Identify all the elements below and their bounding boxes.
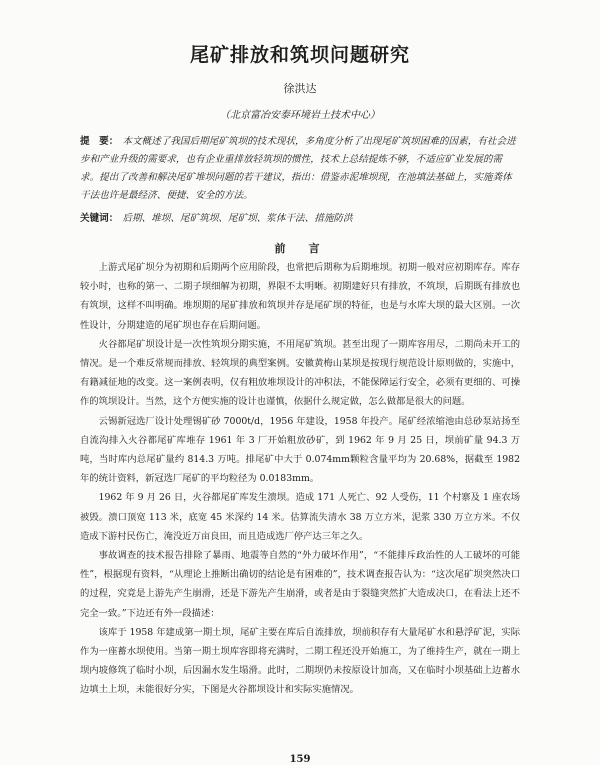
paragraph: 该库于 1958 年建成第一期土坝，尾矿主要在库后自流排放，坝前积存有大量尾矿水和悬浮矿泥，实际作为一座蓄水坝使用。当第一期土坝库容即将充满时，二期工程还没开始施工，为了维持生产，就在一期上坝内坡修筑了临时小坝，后因漏水发生塌滑。此时，二期坝仍未按原设计加高，又在临时小坝基础上边蓄水边填土上坝，未能很好分实，下图是火谷都坝设计和实际实施情况。 (80, 626, 520, 696)
paragraph: 火谷都尾矿坝设计是一次性筑坝分期实施，不用尾矿筑坝。甚至出现了一期库容用尽，二期尚未开工的情况。是一个难反常规而排放、轻筑坝的典型案例。安徽黄梅山某坝是按现行规范设计原则做的，实施中，有籍减征地的改变。这一案例表明，仅有粗放堆坝设计的冲积法，不能保障运行安全，必须有更细的、可操作的筑坝设计。当然，这个方便实施的设计也谨慎，依据什么规定做，怎么做都是很大的问题。 (80, 338, 520, 408)
paragraph: 云锡新冠选厂设计处理锡矿砂 7000t/d，1956 年建设，1958 年投产。尾矿经浓缩池由总砂泵站扬至自流沟排入火谷都尾矿库堆存 1961 年 3 厂开始粗放砂矿，到 1962 年 9 月 25 日，坝前矿量 94.3 万吨，当时库内总尾矿量约 814.3 万吨。排尾矿中大于 0.074mm颗粒含量平均为 20.68%，据截至 1982 年的统计资料，新冠选厂尾矿的平均粒径为 0.0183mm。 (80, 415, 520, 485)
page-number: 159 (289, 754, 311, 765)
author-name: 徐洪达 (283, 82, 317, 95)
paragraph: 事故调查的技术报告排除了暴雨、地震等自然的“外力破坏作用”，“不能排斥政治性的人工破坏的可能性”，根据现有资料，“从理论上推断出确切的结论是有困难的”，技术调查报告认为：“这次尾矿坝突然决口的过程，究竟是上游先产生崩滑，还是下游先产生崩滑，或者是由于裂缝突然扩大造成决口，在看法上还不完全一致。”下边还有外一段描述： (80, 550, 520, 619)
section-heading: 前 言 (274, 242, 326, 255)
keywords-text: 后期、堆坝、尾矿筑坝、尾矿坝、浆体干法、措施防洪 (122, 213, 353, 224)
body-text (80, 258, 520, 700)
keywords-label: 关键词： (80, 213, 119, 224)
keywords (80, 210, 520, 228)
paragraph: 上游式尾矿坝分为初期和后期两个应用阶段，也常把后期称为后期堆坝。初期一般对应初期库存。库存较小时，也称的第一、二期子坝细解为初期，界限不太明晰。初期建好只有排放，不筑坝，后期既有排放也有筑坝，这样不叫明确。堆坝期的尾矿排放和筑坝并存是尾矿坝的特征，也是与水库大坝的最大区别。一次性设计，分期建造的尾矿坝也存在后期问题。 (80, 262, 520, 331)
author-affiliation: （北京富冶安泰环境岩土技术中心） (220, 110, 380, 121)
paragraph: 1962 年 9 月 26 日，火谷都尾矿库发生溃坝。造成 171 人死亡、92 人受伤，11 个村寨及 1 座农场被毁。溃口顶宽 113 米，底宽 45 米深约 14 米。估算流失清水 38 万立方米，泥浆 330 万立方米。不仅造成下游村民伤亡，淹没近万亩良田，而且造成选厂停产达三年之久。 (80, 492, 520, 542)
abstract-label: 提 要： (80, 136, 119, 147)
paper-title: 尾矿排放和筑坝问题研究 (189, 44, 410, 66)
abstract (80, 133, 520, 205)
abstract-text: 本文概述了我国后期尾矿筑坝的技术现状，多角度分析了出现尾矿筑坝困难的因素，有社会进步和产业升级的需要求，也有企业重排放轻筑坝的惯性，技术上总结提炼不够，不适应矿业发展的需求。提出了改善和解决尾矿堆坝问题的若干建议，指出：借鉴赤泥堆坝现，在池填法基础上，实施粪体干法也许是最经济、便捷、安全的方法。 (80, 136, 516, 201)
